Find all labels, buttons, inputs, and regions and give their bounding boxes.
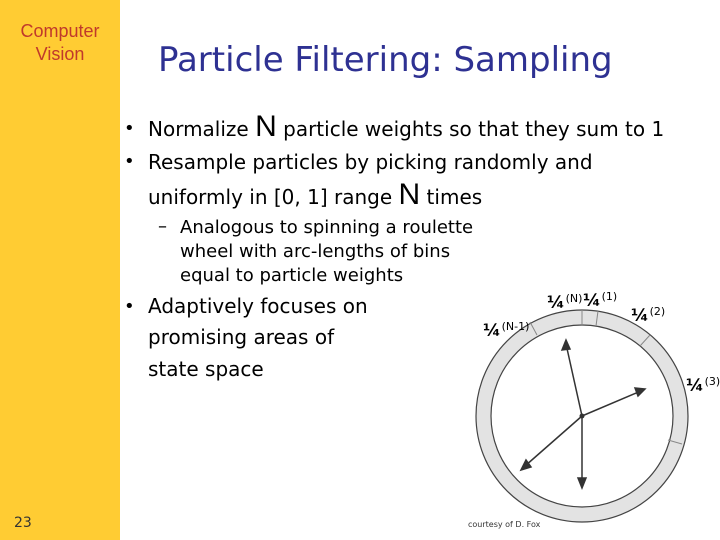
- bullet-resample-line1: Resample particles by picking randomly and: [148, 150, 593, 174]
- fraction-symbol: ¼: [583, 291, 601, 311]
- weight-label-n-minus-1: [483, 320, 529, 341]
- sidebar-title-line1: Computer: [20, 21, 100, 41]
- image-credit: courtesy of D. Fox: [468, 520, 541, 529]
- bullet-normalize: [148, 110, 664, 144]
- slide-title: Particle Filtering: Sampling: [158, 40, 613, 80]
- fraction-symbol: ¼: [483, 321, 501, 341]
- weight-label-2: [631, 305, 665, 326]
- sub-bullet-line1: Analogous to spinning a roulette: [180, 217, 474, 238]
- fraction-index: (N): [565, 292, 583, 305]
- bullet-adaptive-line1: Adaptively focuses on: [148, 294, 368, 318]
- bullet-text: particle weights so that they sum to 1: [276, 117, 665, 141]
- sidebar-title: [0, 20, 120, 66]
- fraction-symbol: ¼: [631, 306, 649, 326]
- weight-label-1: [583, 290, 617, 311]
- bullet-text: Normalize: [148, 117, 256, 141]
- sub-bullet-line3: equal to particle weights: [180, 265, 404, 286]
- bullet-text: times: [420, 185, 483, 209]
- bullet-text: uniformly in [0, 1] range: [148, 185, 399, 209]
- fraction-index: (2): [649, 305, 666, 318]
- sidebar-title-line2: Vision: [35, 44, 85, 64]
- bullet-resample-line2: [148, 178, 482, 212]
- fraction-index: (3): [704, 375, 720, 388]
- fraction-index: (N-1): [501, 320, 530, 333]
- bullet-adaptive-line2: promising areas of: [148, 325, 335, 349]
- sub-bullet-roulette: [180, 216, 473, 288]
- bullet-marker: •: [124, 118, 135, 139]
- fraction-symbol: ¼: [686, 376, 704, 396]
- sidebar: [0, 0, 120, 540]
- slide-number: 23: [14, 515, 32, 531]
- bullet-marker: •: [124, 151, 135, 172]
- sub-bullet-marker: –: [158, 216, 167, 237]
- sub-bullet-line2: wheel with arc-lengths of bins: [180, 241, 451, 262]
- wheel-hub: [580, 414, 585, 419]
- weight-label-3: [686, 375, 720, 396]
- bullet-adaptive-line3: state space: [148, 357, 264, 381]
- fraction-symbol: ¼: [547, 293, 565, 313]
- symbol-n: N: [398, 178, 421, 211]
- fraction-index: (1): [601, 290, 618, 303]
- bullet-marker: •: [124, 296, 135, 317]
- symbol-n: N: [255, 110, 277, 143]
- weight-label-n: [547, 292, 582, 313]
